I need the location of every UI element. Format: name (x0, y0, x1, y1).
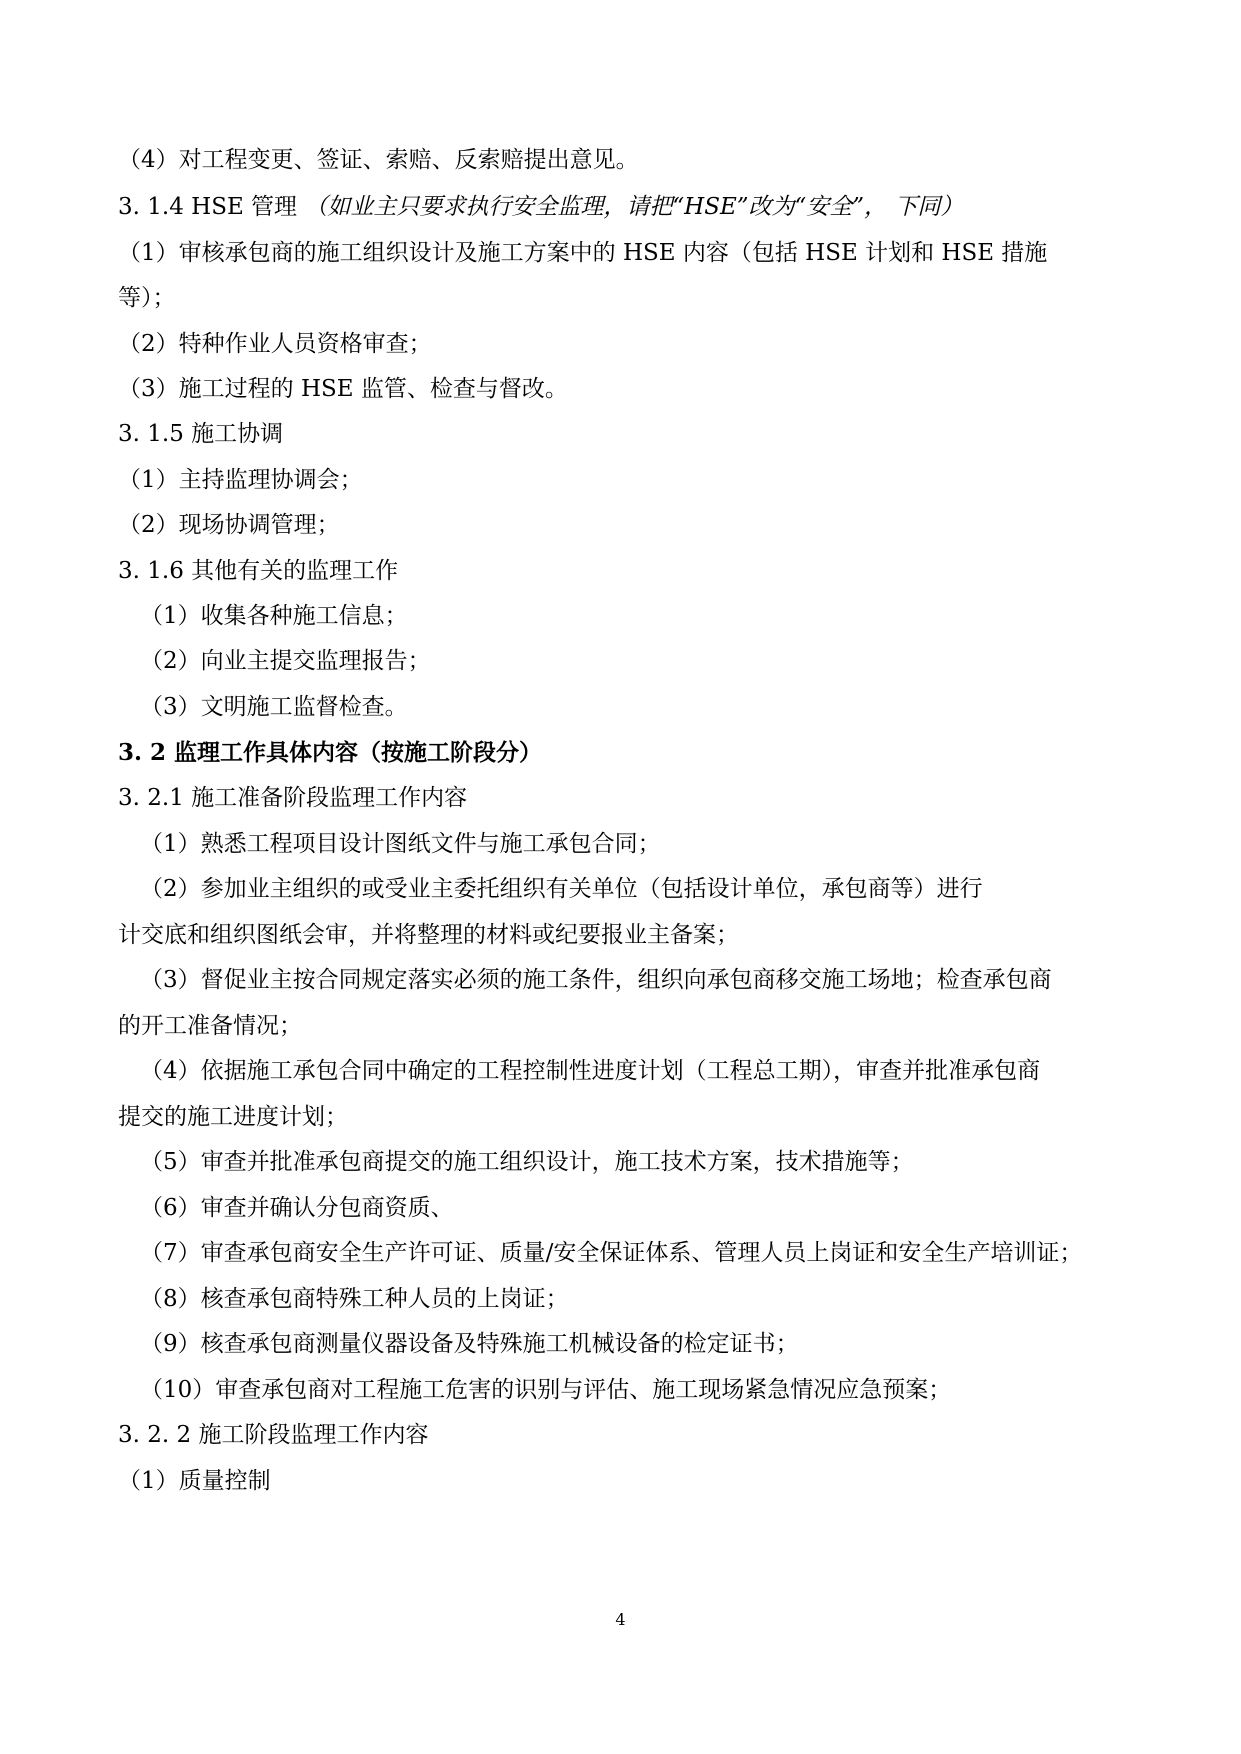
section-heading-3-1-4 (118, 191, 963, 223)
list-item-continuation: 计交底和组织图纸会审，并将整理的材料或纪要报业主备案； (118, 922, 739, 948)
section-heading: 3. 1.6 其他有关的监理工作 (118, 558, 399, 584)
list-item: （1）审核承包商的施工组织设计及施工方案中的 HSE 内容（包括 HSE 计划和 HSE 措施 (118, 240, 1048, 266)
section-heading: 3. 2. 2 施工阶段监理工作内容 (118, 1422, 429, 1448)
list-item: （7）审查承包商安全生产许可证、质量/安全保证体系、管理人员上岗证和安全生产培训证； (140, 1240, 1083, 1266)
list-item: （3）文明施工监督检查。 (140, 694, 408, 720)
list-item: （4）对工程变更、签证、索赔、反索赔提出意见。 (118, 147, 639, 173)
list-item: （10）审查承包商对工程施工危害的识别与评估、施工现场紧急情况应急预案； (140, 1377, 952, 1403)
list-item-continuation: 等）； (118, 285, 176, 311)
list-item-continuation: 的开工准备情况； (118, 1013, 302, 1039)
list-item: （2）特种作业人员资格审查； (118, 331, 432, 357)
list-item: （1）质量控制 (118, 1468, 271, 1494)
page-number: 4 (615, 1610, 626, 1629)
list-item-continuation: 提交的施工进度计划； (118, 1104, 348, 1130)
list-item: （3）施工过程的 HSE 监管、检查与督改。 (118, 376, 568, 402)
list-item: （8）核查承包商特殊工种人员的上岗证； (140, 1286, 569, 1312)
section-title: 3. 1.4 HSE 管理 (118, 194, 298, 220)
list-item: （3）督促业主按合同规定落实必须的施工条件，组织向承包商移交施工场地；检查承包商 (140, 967, 1052, 993)
list-item: （9）核查承包商测量仪器设备及特殊施工机械设备的检定证书； (140, 1331, 799, 1357)
list-item: （1）收集各种施工信息； (140, 603, 408, 629)
section-heading: 3. 2.1 施工准备阶段监理工作内容 (118, 785, 468, 811)
list-item: （2）现场协调管理； (118, 512, 340, 538)
list-item: （4）依据施工承包合同中确定的工程控制性进度计划（工程总工期），审查并批准承包商 (140, 1058, 1041, 1084)
list-item: （6）审查并确认分包商资质、 (140, 1195, 454, 1221)
section-heading-bold: 3. 2 监理工作具体内容（按施工阶段分） (118, 739, 543, 766)
list-item: （5）审查并批准承包商提交的施工组织设计，施工技术方案，技术措施等； (140, 1149, 914, 1175)
section-heading: 3. 1.5 施工协调 (118, 421, 284, 447)
list-item: （1）主持监理协调会； (118, 467, 363, 493)
list-item: （1）熟悉工程项目设计图纸文件与施工承包合同； (140, 831, 661, 857)
list-item: （2）参加业主组织的或受业主委托组织有关单位（包括设计单位，承包商等）进行 (140, 876, 983, 902)
section-note: （如业主只要求执行安全监理，请把“HSE”改为“安全”， 下同） (304, 194, 964, 220)
list-item: （2）向业主提交监理报告； (140, 648, 431, 674)
